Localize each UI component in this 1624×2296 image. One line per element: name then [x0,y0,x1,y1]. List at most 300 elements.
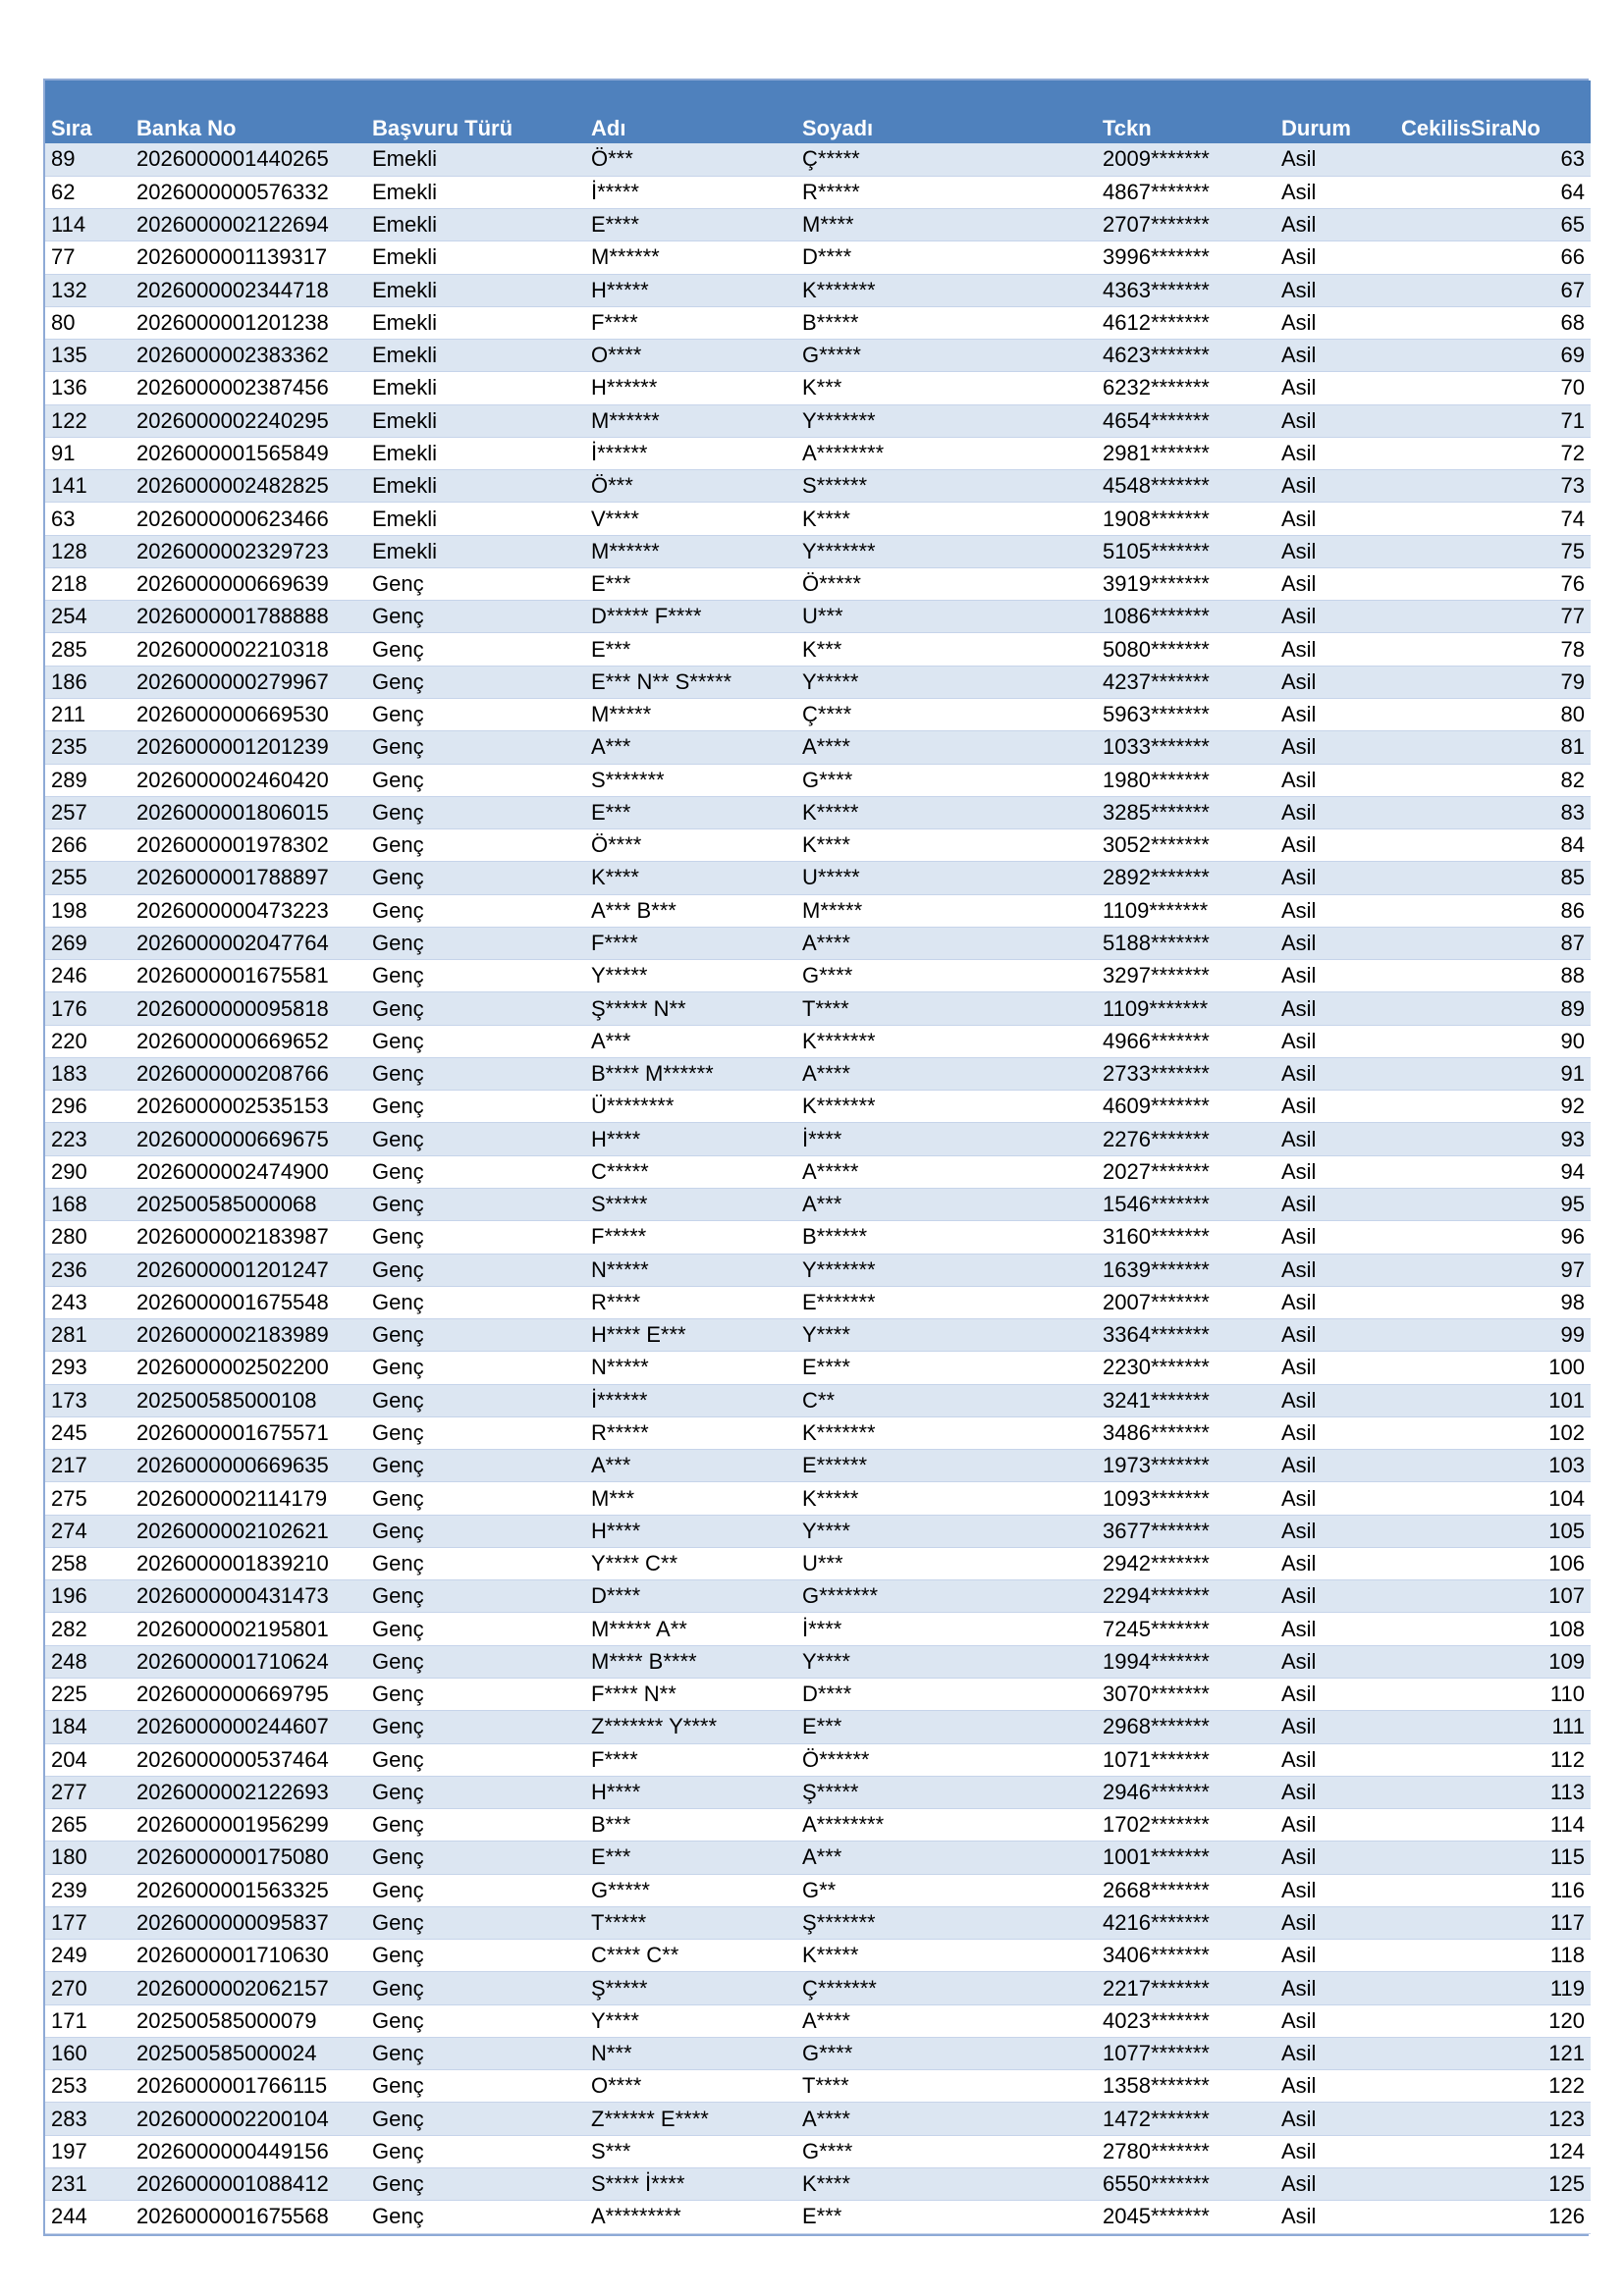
header-basvuru-turu: Başvuru Türü [372,116,514,140]
cell-basvuru-turu: Genç [366,2070,585,2103]
cell-sira: 171 [45,2004,131,2037]
cell-adi: Y***** [585,960,796,992]
cell-soyadi: Ö***** [796,567,1097,600]
cell-banka-no: 2026000000537464 [131,1743,366,1776]
cell-sira: 180 [45,1842,131,1874]
cell-soyadi: K**** [796,829,1097,862]
cell-adi: F**** [585,1743,796,1776]
cell-basvuru-turu: Genç [366,666,585,698]
cell-cekilis-sira-no: 72 [1395,437,1591,469]
cell-soyadi: İ**** [796,1123,1097,1155]
cell-banka-no: 2026000002474900 [131,1155,366,1188]
cell-tckn: 1973******* [1097,1450,1275,1482]
cell-sira: 266 [45,829,131,862]
cell-banka-no: 2026000000175080 [131,1842,366,1874]
cell-basvuru-turu: Emekli [366,241,585,274]
cell-sira: 282 [45,1613,131,1645]
cell-cekilis-sira-no: 87 [1395,927,1591,959]
table-row [45,2070,1591,2103]
cell-durum: Asil [1275,1384,1395,1416]
cell-durum: Asil [1275,960,1395,992]
cell-durum: Asil [1275,601,1395,633]
table-row [45,1319,1591,1352]
cell-cekilis-sira-no: 101 [1395,1384,1591,1416]
cell-cekilis-sira-no: 116 [1395,1874,1591,1906]
cell-tckn: 2294******* [1097,1580,1275,1613]
results-table-container [43,79,1589,2236]
cell-basvuru-turu: Genç [366,894,585,927]
table-row [45,699,1591,731]
cell-tckn: 5188******* [1097,927,1275,959]
cell-adi: K**** [585,862,796,894]
cell-sira: 128 [45,535,131,567]
cell-sira: 254 [45,601,131,633]
cell-basvuru-turu: Genç [366,1319,585,1352]
cell-banka-no: 2026000002460420 [131,764,366,796]
cell-basvuru-turu: Genç [366,796,585,828]
cell-tckn: 7245******* [1097,1613,1275,1645]
cell-soyadi: A**** [796,731,1097,764]
cell-cekilis-sira-no: 100 [1395,1352,1591,1384]
cell-adi: D**** [585,1580,796,1613]
cell-tckn: 3241******* [1097,1384,1275,1416]
cell-sira: 122 [45,404,131,437]
cell-soyadi: Y******* [796,1254,1097,1286]
cell-cekilis-sira-no: 89 [1395,992,1591,1025]
cell-basvuru-turu: Emekli [366,503,585,535]
cell-adi: Z****** E**** [585,2103,796,2135]
cell-adi: F**** [585,927,796,959]
table-row [45,2135,1591,2167]
table-row [45,1482,1591,1515]
table-row [45,1091,1591,1123]
cell-sira: 243 [45,1286,131,1318]
cell-basvuru-turu: Emekli [366,143,585,176]
cell-cekilis-sira-no: 117 [1395,1906,1591,1939]
cell-durum: Asil [1275,437,1395,469]
cell-sira: 114 [45,209,131,241]
cell-soyadi: K******* [796,274,1097,306]
cell-durum: Asil [1275,1221,1395,1254]
table-row [45,1515,1591,1547]
header-adi: Adı [591,116,626,140]
cell-durum: Asil [1275,1515,1395,1547]
cell-basvuru-turu: Genç [366,2037,585,2069]
table-row [45,1940,1591,1972]
cell-sira: 132 [45,274,131,306]
cell-sira: 173 [45,1384,131,1416]
cell-basvuru-turu: Emekli [366,404,585,437]
cell-durum: Asil [1275,1940,1395,1972]
cell-banka-no: 2026000001710624 [131,1645,366,1678]
cell-sira: 225 [45,1678,131,1710]
table-header [45,80,1591,143]
cell-soyadi: G**** [796,2135,1097,2167]
cell-soyadi: A**** [796,927,1097,959]
table-row [45,1384,1591,1416]
cell-tckn: 5105******* [1097,535,1275,567]
cell-sira: 290 [45,1155,131,1188]
cell-tckn: 6550******* [1097,2167,1275,2200]
cell-tckn: 1093******* [1097,1482,1275,1515]
table-row [45,2201,1591,2233]
cell-durum: Asil [1275,992,1395,1025]
cell-cekilis-sira-no: 97 [1395,1254,1591,1286]
cell-cekilis-sira-no: 91 [1395,1057,1591,1090]
cell-cekilis-sira-no: 104 [1395,1482,1591,1515]
cell-cekilis-sira-no: 86 [1395,894,1591,927]
cell-sira: 249 [45,1940,131,1972]
table-row [45,601,1591,633]
cell-banka-no: 2026000001563325 [131,1874,366,1906]
cell-durum: Asil [1275,2004,1395,2037]
cell-sira: 197 [45,2135,131,2167]
cell-soyadi: K******* [796,1025,1097,1057]
cell-soyadi: Y**** [796,1319,1097,1352]
cell-adi: O**** [585,2070,796,2103]
cell-banka-no: 2026000001788897 [131,862,366,894]
cell-adi: M****** [585,404,796,437]
cell-banka-no: 2026000002482825 [131,470,366,503]
cell-soyadi: K******* [796,1416,1097,1449]
cell-cekilis-sira-no: 125 [1395,2167,1591,2200]
header-durum: Durum [1281,116,1351,140]
cell-tckn: 3052******* [1097,829,1275,862]
cell-sira: 176 [45,992,131,1025]
header-sira: Sıra [51,116,92,140]
cell-soyadi: E******* [796,1286,1097,1318]
table-row [45,567,1591,600]
cell-basvuru-turu: Genç [366,1940,585,1972]
cell-adi: H****** [585,372,796,404]
cell-soyadi: E**** [796,1352,1097,1384]
cell-banka-no: 2026000000431473 [131,1580,366,1613]
cell-adi: H***** [585,274,796,306]
table-row [45,306,1591,339]
cell-adi: M****** [585,535,796,567]
cell-basvuru-turu: Genç [366,1711,585,1743]
cell-basvuru-turu: Genç [366,2201,585,2233]
cell-soyadi: B****** [796,1221,1097,1254]
cell-durum: Asil [1275,470,1395,503]
table-row [45,1580,1591,1613]
cell-cekilis-sira-no: 80 [1395,699,1591,731]
cell-banka-no: 2026000001806015 [131,796,366,828]
cell-soyadi: U*** [796,1547,1097,1579]
cell-durum: Asil [1275,2103,1395,2135]
cell-basvuru-turu: Genç [366,829,585,862]
cell-adi: E*** N** S***** [585,666,796,698]
cell-tckn: 3364******* [1097,1319,1275,1352]
cell-basvuru-turu: Genç [366,1091,585,1123]
cell-soyadi: U*** [796,601,1097,633]
cell-cekilis-sira-no: 124 [1395,2135,1591,2167]
cell-basvuru-turu: Emekli [366,535,585,567]
cell-tckn: 4612******* [1097,306,1275,339]
cell-durum: Asil [1275,1874,1395,1906]
cell-sira: 89 [45,143,131,176]
cell-soyadi: C** [796,1384,1097,1416]
cell-adi: N***** [585,1352,796,1384]
cell-tckn: 1546******* [1097,1189,1275,1221]
cell-adi: N***** [585,1254,796,1286]
table-row [45,796,1591,828]
cell-durum: Asil [1275,1842,1395,1874]
table-row [45,1286,1591,1318]
cell-adi: İ****** [585,437,796,469]
cell-soyadi: Ö****** [796,1743,1097,1776]
cell-banka-no: 2026000000669795 [131,1678,366,1710]
cell-soyadi: T**** [796,2070,1097,2103]
cell-basvuru-turu: Genç [366,1057,585,1090]
cell-adi: T***** [585,1906,796,1939]
cell-adi: Ö*** [585,470,796,503]
cell-sira: 160 [45,2037,131,2069]
cell-basvuru-turu: Genç [366,927,585,959]
cell-basvuru-turu: Genç [366,960,585,992]
cell-soyadi: A******** [796,1809,1097,1842]
cell-tckn: 4363******* [1097,274,1275,306]
cell-banka-no: 2026000002535153 [131,1091,366,1123]
cell-soyadi: D**** [796,1678,1097,1710]
cell-sira: 135 [45,340,131,372]
cell-sira: 196 [45,1580,131,1613]
cell-tckn: 2968******* [1097,1711,1275,1743]
cell-tckn: 2276******* [1097,1123,1275,1155]
cell-sira: 293 [45,1352,131,1384]
cell-durum: Asil [1275,2135,1395,2167]
cell-durum: Asil [1275,1319,1395,1352]
cell-cekilis-sira-no: 95 [1395,1189,1591,1221]
cell-durum: Asil [1275,633,1395,666]
table-row [45,1547,1591,1579]
cell-tckn: 6232******* [1097,372,1275,404]
cell-sira: 220 [45,1025,131,1057]
cell-soyadi: A******** [796,437,1097,469]
cell-durum: Asil [1275,2070,1395,2103]
cell-adi: M**** B**** [585,1645,796,1678]
cell-durum: Asil [1275,2201,1395,2233]
cell-basvuru-turu: Genç [366,2167,585,2200]
cell-adi: E**** [585,209,796,241]
cell-soyadi: E*** [796,2201,1097,2233]
cell-tckn: 4548******* [1097,470,1275,503]
cell-adi: S***** [585,1189,796,1221]
cell-banka-no: 2026000000669635 [131,1450,366,1482]
cell-durum: Asil [1275,1743,1395,1776]
cell-soyadi: Y**** [796,1515,1097,1547]
cell-soyadi: A***** [796,1155,1097,1188]
table-row [45,1025,1591,1057]
cell-adi: V**** [585,503,796,535]
table-row [45,535,1591,567]
cell-cekilis-sira-no: 120 [1395,2004,1591,2037]
cell-banka-no: 2026000002102621 [131,1515,366,1547]
cell-sira: 63 [45,503,131,535]
table-row [45,2167,1591,2200]
cell-basvuru-turu: Emekli [366,176,585,208]
cell-cekilis-sira-no: 63 [1395,143,1591,176]
header-soyadi: Soyadı [802,116,874,140]
cell-durum: Asil [1275,535,1395,567]
cell-soyadi: E*** [796,1711,1097,1743]
cell-banka-no: 2026000002387456 [131,372,366,404]
cell-tckn: 4023******* [1097,2004,1275,2037]
cell-tckn: 1908******* [1097,503,1275,535]
cell-soyadi: K***** [796,796,1097,828]
cell-cekilis-sira-no: 78 [1395,633,1591,666]
cell-tckn: 1071******* [1097,1743,1275,1776]
cell-adi: A********* [585,2201,796,2233]
table-row [45,1711,1591,1743]
cell-adi: C***** [585,1155,796,1188]
cell-adi: O**** [585,340,796,372]
cell-adi: S*** [585,2135,796,2167]
cell-durum: Asil [1275,567,1395,600]
cell-tckn: 3160******* [1097,1221,1275,1254]
cell-tckn: 3070******* [1097,1678,1275,1710]
cell-cekilis-sira-no: 90 [1395,1025,1591,1057]
cell-tckn: 3297******* [1097,960,1275,992]
cell-durum: Asil [1275,1352,1395,1384]
cell-sira: 253 [45,2070,131,2103]
cell-banka-no: 2026000002383362 [131,340,366,372]
cell-durum: Asil [1275,1123,1395,1155]
cell-soyadi: B***** [796,306,1097,339]
cell-banka-no: 2026000002062157 [131,1972,366,2004]
cell-adi: B**** M****** [585,1057,796,1090]
table-row [45,241,1591,274]
cell-soyadi: A**** [796,2004,1097,2037]
cell-cekilis-sira-no: 69 [1395,340,1591,372]
cell-basvuru-turu: Genç [366,731,585,764]
cell-tckn: 3406******* [1097,1940,1275,1972]
cell-tckn: 2707******* [1097,209,1275,241]
cell-cekilis-sira-no: 98 [1395,1286,1591,1318]
cell-banka-no: 2026000001675581 [131,960,366,992]
cell-soyadi: G******* [796,1580,1097,1613]
table-row [45,1123,1591,1155]
cell-banka-no: 2026000000279967 [131,666,366,698]
cell-durum: Asil [1275,1645,1395,1678]
table-row [45,1776,1591,1808]
cell-banka-no: 2026000000095818 [131,992,366,1025]
cell-tckn: 1702******* [1097,1809,1275,1842]
cell-banka-no: 2026000001088412 [131,2167,366,2200]
cell-adi: H**** [585,1123,796,1155]
cell-banka-no: 2026000001201239 [131,731,366,764]
table-row [45,633,1591,666]
cell-basvuru-turu: Genç [366,1221,585,1254]
table-row [45,1155,1591,1188]
cell-cekilis-sira-no: 119 [1395,1972,1591,2004]
cell-cekilis-sira-no: 77 [1395,601,1591,633]
cell-cekilis-sira-no: 114 [1395,1809,1591,1842]
cell-durum: Asil [1275,894,1395,927]
cell-cekilis-sira-no: 111 [1395,1711,1591,1743]
cell-cekilis-sira-no: 65 [1395,209,1591,241]
cell-cekilis-sira-no: 121 [1395,2037,1591,2069]
cell-sira: 257 [45,796,131,828]
cell-basvuru-turu: Genç [366,1416,585,1449]
table-row [45,1416,1591,1449]
cell-basvuru-turu: Genç [366,1482,585,1515]
cell-basvuru-turu: Genç [366,633,585,666]
cell-cekilis-sira-no: 79 [1395,666,1591,698]
cell-adi: F**** [585,306,796,339]
cell-adi: E*** [585,1842,796,1874]
header-cekilis-sira-no: CekilisSiraNo [1401,116,1541,140]
cell-cekilis-sira-no: 126 [1395,2201,1591,2233]
cell-banka-no: 2026000000576332 [131,176,366,208]
cell-basvuru-turu: Genç [366,1384,585,1416]
cell-cekilis-sira-no: 68 [1395,306,1591,339]
cell-sira: 198 [45,894,131,927]
cell-durum: Asil [1275,1482,1395,1515]
cell-banka-no: 2026000000669675 [131,1123,366,1155]
cell-basvuru-turu: Genç [366,1580,585,1613]
cell-soyadi: D**** [796,241,1097,274]
table-row [45,927,1591,959]
cell-basvuru-turu: Genç [366,992,585,1025]
cell-tckn: 3486******* [1097,1416,1275,1449]
cell-banka-no: 2026000002195801 [131,1613,366,1645]
cell-durum: Asil [1275,404,1395,437]
cell-cekilis-sira-no: 81 [1395,731,1591,764]
cell-soyadi: A**** [796,1057,1097,1090]
table-row [45,1809,1591,1842]
cell-cekilis-sira-no: 71 [1395,404,1591,437]
cell-durum: Asil [1275,1155,1395,1188]
cell-basvuru-turu: Genç [366,1286,585,1318]
cell-sira: 265 [45,1809,131,1842]
cell-adi: S******* [585,764,796,796]
cell-basvuru-turu: Genç [366,1906,585,1939]
cell-durum: Asil [1275,764,1395,796]
cell-banka-no: 2026000002210318 [131,633,366,666]
table-row [45,437,1591,469]
cell-sira: 248 [45,1645,131,1678]
cell-adi: Z******* Y**** [585,1711,796,1743]
cell-adi: A*** [585,1450,796,1482]
cell-cekilis-sira-no: 105 [1395,1515,1591,1547]
cell-durum: Asil [1275,1711,1395,1743]
cell-basvuru-turu: Emekli [366,372,585,404]
table-row [45,404,1591,437]
cell-sira: 274 [45,1515,131,1547]
cell-tckn: 1109******* [1097,894,1275,927]
cell-tckn: 2668******* [1097,1874,1275,1906]
cell-banka-no: 2026000000669639 [131,567,366,600]
cell-adi: A*** B*** [585,894,796,927]
cell-tckn: 1077******* [1097,2037,1275,2069]
cell-durum: Asil [1275,1580,1395,1613]
cell-tckn: 2217******* [1097,1972,1275,2004]
cell-basvuru-turu: Genç [366,1842,585,1874]
cell-soyadi: Ş***** [796,1776,1097,1808]
cell-durum: Asil [1275,1809,1395,1842]
cell-banka-no: 2026000002114179 [131,1482,366,1515]
cell-adi: Ş***** N** [585,992,796,1025]
table-row [45,1450,1591,1482]
cell-cekilis-sira-no: 85 [1395,862,1591,894]
cell-durum: Asil [1275,1025,1395,1057]
cell-banka-no: 2026000002329723 [131,535,366,567]
table-row [45,764,1591,796]
cell-sira: 91 [45,437,131,469]
cell-sira: 186 [45,666,131,698]
cell-banka-no: 2026000000208766 [131,1057,366,1090]
